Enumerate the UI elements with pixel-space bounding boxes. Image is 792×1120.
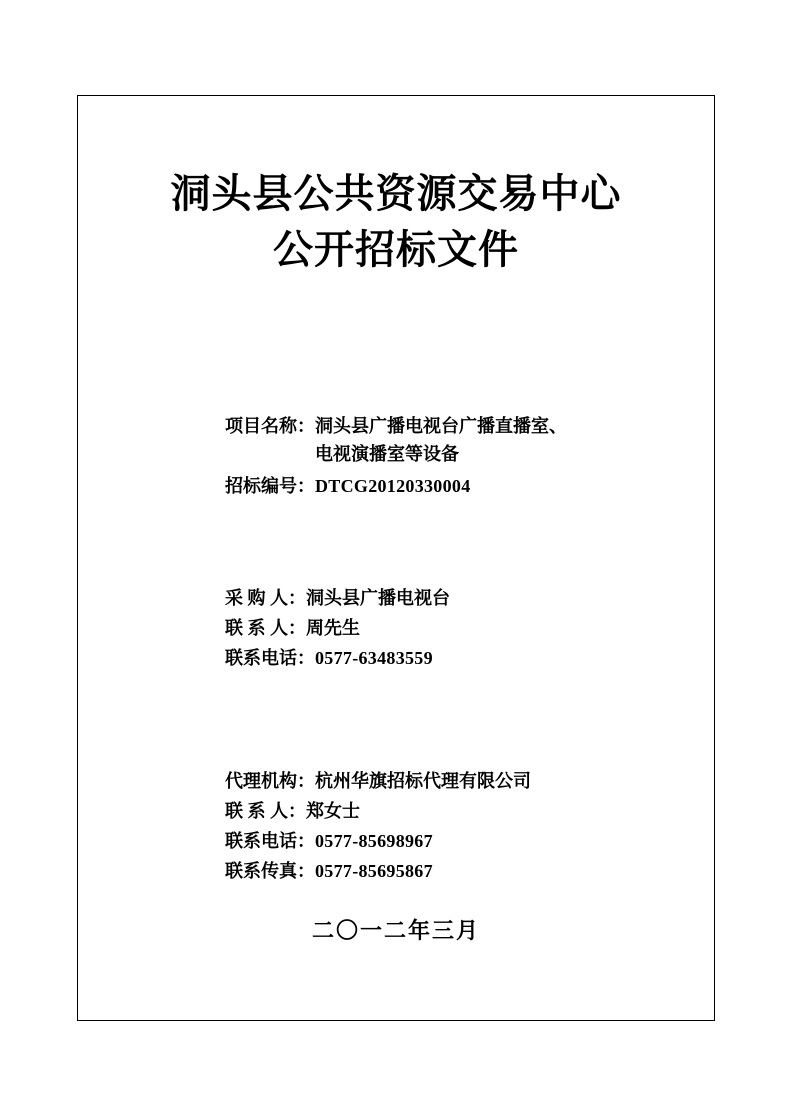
agency-row xyxy=(225,766,792,796)
agency-phone-label: 联系电话： xyxy=(225,831,315,851)
agency-contact-row xyxy=(225,796,792,826)
bid-number-label: 招标编号： xyxy=(225,476,315,496)
agency-fax-row xyxy=(225,856,792,886)
agency-contact-label: 联 系 人： xyxy=(225,801,306,821)
agency-fax-value: 0577-85695867 xyxy=(315,861,433,881)
buyer-info-block xyxy=(78,583,792,673)
buyer-contact-row xyxy=(225,613,792,643)
bid-number-row xyxy=(225,471,792,501)
buyer-label: 采 购 人： xyxy=(225,588,306,608)
agency-info-block xyxy=(78,766,792,886)
project-name-value-continued: 电视演播室等设备 xyxy=(315,444,459,464)
project-name-row xyxy=(225,411,792,441)
document-date: 二〇一二年三月 xyxy=(311,918,480,943)
project-name-value: 洞头县广播电视台广播直播室、 xyxy=(315,416,567,436)
project-name-row-continued xyxy=(225,441,792,471)
buyer-phone-label: 联系电话： xyxy=(225,648,315,668)
agency-phone-value: 0577-85698967 xyxy=(315,831,433,851)
agency-contact-value: 郑女士 xyxy=(306,801,360,821)
buyer-contact-label: 联 系 人： xyxy=(225,618,306,638)
agency-value: 杭州华旗招标代理有限公司 xyxy=(315,771,531,791)
agency-phone-row xyxy=(225,826,792,856)
buyer-value: 洞头县广播电视台 xyxy=(306,588,450,608)
buyer-row xyxy=(225,583,792,613)
buyer-phone-row xyxy=(225,643,792,673)
bid-number-value: DTCG20120330004 xyxy=(315,476,471,496)
document-title xyxy=(78,166,714,278)
buyer-phone-value: 0577-63483559 xyxy=(315,648,433,668)
agency-label: 代理机构： xyxy=(225,771,315,791)
agency-fax-label: 联系传真： xyxy=(225,861,315,881)
project-info-block xyxy=(78,411,792,501)
title-line-1: 洞头县公共资源交易中心 xyxy=(170,171,622,216)
buyer-contact-value: 周先生 xyxy=(306,618,360,638)
project-name-label: 项目名称： xyxy=(225,416,315,436)
document-border-frame xyxy=(77,95,715,1021)
title-line-2: 公开招标文件 xyxy=(273,227,519,272)
